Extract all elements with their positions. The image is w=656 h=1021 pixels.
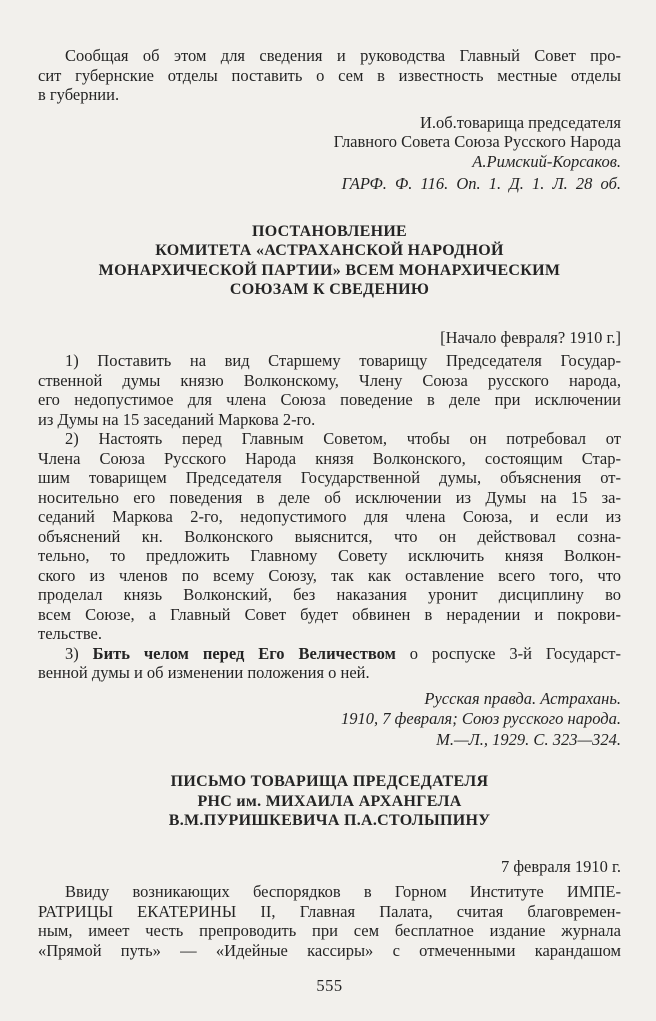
resolution-item-3-line-1: [38, 644, 621, 664]
signoff-line: Главного Совета Союза Русского Народа: [333, 132, 621, 151]
text-line: 1) Поставить на вид Старшему товарищу Председателя Государ-: [65, 351, 621, 370]
text-line: тельстве.: [38, 624, 102, 643]
resolution-item-3-line-2: венной думы и об изменении положения о ней.: [38, 663, 370, 682]
page-number: 555: [316, 976, 343, 995]
text-line: ным, имеет честь препроводить при сем бесплатное издание журнала: [38, 921, 621, 940]
text-line: РАТРИЦЫ ЕКАТЕРИНЫ II, Главная Палата, считая благовремен-: [38, 901, 621, 921]
text-line: РНС им. МИХАИЛА АРХАНГЕЛА: [197, 792, 462, 810]
text-line: ского из членов по всему Союзу, так как оставление всего того, что: [38, 565, 621, 585]
text-line: седаний Маркова 2-го, недопустимого для члена Союза, и если из: [38, 507, 621, 526]
text-line: сит губернские отделы поставить о сем в известность местные отделы: [38, 65, 621, 85]
item-3-bold-phrase: Бить челом перед Его Величеством: [92, 643, 396, 663]
previous-document-signoff: [38, 113, 621, 172]
letter-date: 7 февраля 1910 г.: [500, 856, 621, 876]
letter-title: [38, 772, 621, 831]
text-line: проделал князь Волконский, без наказания уронит дисциплину во: [38, 585, 621, 604]
item-3-prefix: 3): [65, 643, 93, 663]
text-line: в губернии.: [38, 85, 120, 104]
source-citation: [38, 689, 621, 751]
text-line: Русская правда. Астрахань.: [424, 688, 621, 708]
text-line: ственной думы князю Волконскому, Члену Союза русского народа,: [38, 370, 621, 390]
text-line: тельно, то предложить Главному Совету исключить князя Волкон-: [38, 546, 621, 565]
text-line: его недопустимое для члена Союза поведение в деле при исключении: [38, 390, 621, 409]
text-line: носительно его поведения в деле об исключении из Думы на 15 за-: [38, 487, 621, 507]
previous-document-closing-paragraph: [38, 46, 621, 105]
text-line: всем Союзе, а Главный Совет будет обвинен в нерадении и покрови-: [38, 604, 621, 624]
text-line: Ввиду возникающих беспорядков в Горном Институте ИМПЕ-: [65, 882, 621, 901]
signature-name: А.Римский-Корсаков.: [472, 151, 621, 171]
text-line: из Думы на 15 заседаний Маркова 2-го.: [38, 409, 316, 429]
text-line: шим товарищем Председателя Государственной думы, объяснения от-: [38, 468, 621, 487]
resolution-title: [38, 222, 621, 300]
archive-reference: ГАРФ. Ф. 116. Оп. 1. Д. 1. Л. 28 об.: [341, 174, 621, 193]
resolution-item-3: [38, 644, 621, 683]
text-line: СОЮЗАМ К СВЕДЕНИЮ: [229, 281, 430, 298]
text-line: М.—Л., 1929. С. 323—324.: [436, 729, 621, 749]
text-line: объяснений кн. Волконского выяснится, что он действовал созна-: [38, 526, 621, 546]
text-line: 2) Настоять перед Главным Советом, чтобы он потребовал от: [65, 429, 621, 448]
resolution-item-2: [38, 429, 621, 644]
text-line: МОНАРХИЧЕСКОЙ ПАРТИИ» ВСЕМ МОНАРХИЧЕСКИМ: [98, 261, 561, 279]
text-line: Члена Союза Русского Народа князя Волконского, состоящим Стар-: [38, 448, 621, 468]
text-line: КОМИТЕТА «АСТРАХАНСКОЙ НАРОДНОЙ: [155, 242, 504, 259]
letter-body: [38, 882, 621, 960]
text-line: В.М.ПУРИШКЕВИЧА П.А.СТОЛЫПИНУ: [168, 812, 491, 829]
text-line: ПОСТАНОВЛЕНИЕ: [251, 222, 408, 240]
text-line: Сообщая об этом для сведения и руководства Главный Совет про-: [65, 46, 621, 65]
signoff-line: И.об.товарища председателя: [419, 112, 621, 132]
item-3-after-bold: о роспуске 3-й Государст-: [395, 643, 621, 663]
resolution-item-1: [38, 351, 621, 429]
text-line: ПИСЬМО ТОВАРИЩА ПРЕДСЕДАТЕЛЯ: [170, 773, 489, 790]
text-line: «Прямой путь» — «Идейные кассиры» с отмеченными карандашом: [38, 940, 621, 960]
text-line: 1910, 7 февраля; Союз русского народа.: [341, 709, 621, 728]
resolution-date-note: [Начало февраля? 1910 г.]: [440, 327, 621, 347]
